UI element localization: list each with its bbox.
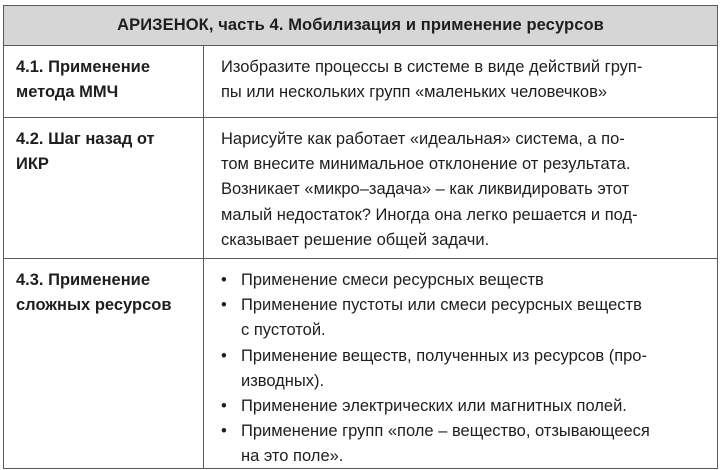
table-title: АРИЗЕНОК, часть 4. Мобилизация и применение ресурсов: [4, 6, 717, 46]
row-description: [204, 46, 717, 117]
bullet-icon: •: [221, 296, 227, 315]
table-row: [4, 259, 717, 468]
table-row: [4, 46, 717, 118]
row-label: [4, 259, 204, 468]
list-item-text: Применение веществ, полученных из ресурсов (про- изводных).: [241, 346, 647, 390]
resource-table: [3, 5, 718, 469]
list-item: [221, 419, 705, 469]
list-item-text: Применение пустоты или смеси ресурсных веществ с пустотой.: [241, 296, 642, 340]
row-label-text: 4.2. Шаг назад от ИКР: [16, 130, 155, 173]
list-item: [221, 394, 705, 419]
list-item-text: Применение групп «поле – вещество, отзывающееся на это поле».: [241, 422, 650, 466]
list-item: [221, 344, 705, 394]
row-description: [204, 118, 717, 258]
row-label: [4, 46, 204, 117]
row-description-text: Изобразите процессы в системе в виде действий груп- пы или нескольких групп «маленьких человечков»: [221, 58, 643, 102]
row-label-text: 4.3. Применение сложных ресурсов: [16, 271, 172, 314]
row-label: [4, 118, 204, 258]
bullet-icon: •: [221, 271, 227, 289]
row-description: [204, 259, 717, 468]
list-item: [221, 293, 705, 343]
bullet-list: [221, 268, 705, 470]
list-item-text: Применение электрических или магнитных полей.: [241, 397, 627, 416]
bullet-icon: •: [221, 397, 227, 416]
row-label-text: 4.1. Применение метода ММЧ: [16, 58, 150, 101]
list-item-text: Применение смеси ресурсных веществ: [241, 271, 544, 289]
bullet-icon: •: [221, 422, 227, 441]
bullet-icon: •: [221, 346, 227, 365]
table-row: [4, 118, 717, 259]
list-item: [221, 268, 705, 293]
row-description-text: Нарисуйте как работает «идеальная» система, а по- том внесите минимальное отклонение от результата. Возникает «микро–задача» – как ликвидировать этот малый недостаток? Иногда она легко решается и под- сказывает решение общей задачи.: [221, 130, 638, 249]
